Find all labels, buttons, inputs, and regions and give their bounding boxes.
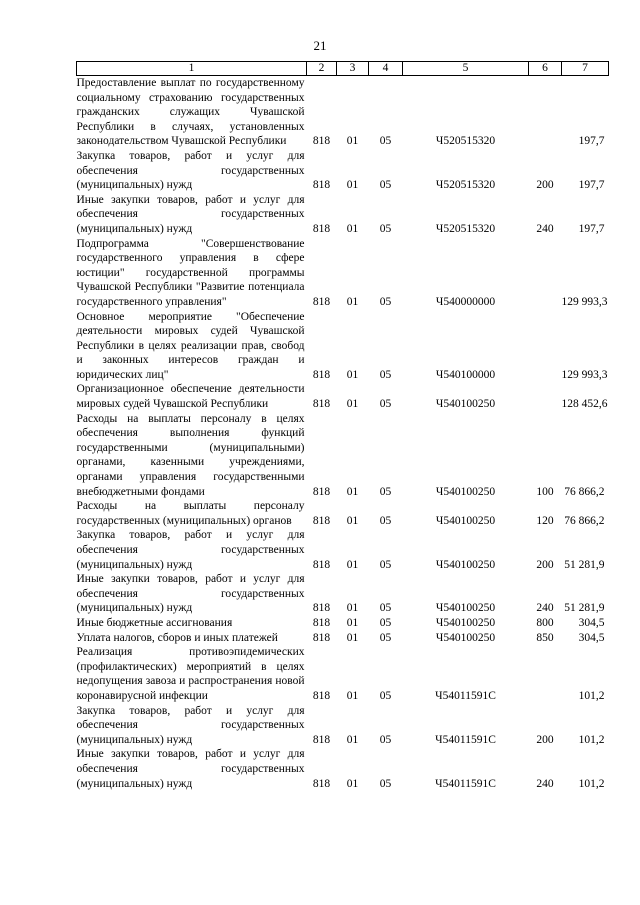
cell-subsection: 05	[379, 631, 392, 644]
column-header: 7	[562, 62, 609, 76]
cell-expense-type: 240	[536, 602, 554, 615]
table-row	[77, 631, 609, 646]
row-name: Расходы на выплаты персоналу в целях обеспечения выполнения функций государственными (муниципальными) органами, казенными учреждениями, органами управления государственными внебюджетными фондами	[76, 412, 305, 498]
cell-target-code: Ч540100250	[435, 558, 496, 571]
cell-section: 01	[346, 602, 359, 615]
table-row	[77, 704, 609, 748]
row-name: Закупка товаров, работ и услуг для обеспечения государственных (муниципальных) нужд	[76, 704, 305, 746]
budget-table	[76, 61, 609, 791]
row-name: Реализация противоэпидемических (профилактических) мероприятий в целях недопущения завоза и распространения новой коронавирусной инфекции	[76, 646, 305, 702]
cell-ministry: 818	[312, 398, 331, 411]
cell-subsection: 05	[379, 295, 392, 308]
cell-section: 01	[346, 558, 359, 571]
cell-expense-type: 200	[536, 179, 554, 192]
cell-subsection: 05	[379, 689, 392, 702]
table-row	[77, 237, 609, 310]
cell-subsection: 05	[379, 733, 392, 746]
cell-expense-type	[529, 237, 562, 310]
column-header: 3	[337, 62, 369, 76]
cell-amount: 76 866,2	[564, 485, 605, 498]
cell-amount: 197,7	[578, 179, 605, 192]
cell-expense-type: 200	[536, 733, 554, 746]
cell-expense-type	[529, 310, 562, 383]
row-name: Организационное обеспечение деятельности мировых судей Чувашской Республики	[76, 383, 305, 411]
cell-ministry: 818	[312, 733, 331, 746]
cell-target-code: Ч540100250	[435, 631, 496, 644]
table-row	[77, 149, 609, 193]
column-header: 4	[369, 62, 403, 76]
cell-amount: 51 281,9	[564, 558, 605, 571]
cell-ministry: 818	[312, 222, 331, 235]
cell-target-code: Ч54011591С	[435, 777, 496, 790]
cell-ministry: 818	[312, 179, 331, 192]
cell-subsection: 05	[379, 616, 392, 629]
cell-target-code: Ч540000000	[435, 295, 496, 308]
cell-ministry: 818	[312, 777, 331, 790]
cell-ministry: 818	[312, 631, 331, 644]
cell-section: 01	[346, 777, 359, 790]
row-name: Закупка товаров, работ и услуг для обеспечения государственных (муниципальных) нужд	[76, 149, 305, 192]
cell-section: 01	[346, 368, 359, 381]
cell-amount: 101,2	[578, 733, 605, 746]
row-name: Уплата налогов, сборов и иных платежей	[76, 631, 278, 644]
cell-ministry: 818	[312, 558, 331, 571]
cell-amount: 51 281,9	[564, 602, 605, 615]
row-name: Иные закупки товаров, работ и услуг для обеспечения государственных (муниципальных) нужд	[76, 748, 305, 790]
cell-subsection: 05	[379, 602, 392, 615]
table-row	[77, 528, 609, 572]
cell-expense-type: 240	[536, 222, 554, 235]
cell-amount: 128 452,6	[561, 398, 608, 411]
cell-amount: 76 866,2	[564, 514, 605, 527]
cell-section: 01	[346, 689, 359, 702]
cell-subsection: 05	[379, 179, 392, 192]
column-header: 2	[307, 62, 337, 76]
column-header: 6	[529, 62, 562, 76]
row-name: Иные закупки товаров, работ и услуг для обеспечения государственных (муниципальных) нужд	[76, 573, 305, 615]
cell-amount: 101,2	[578, 689, 605, 702]
cell-amount: 129 993,3	[561, 368, 608, 381]
header-row	[77, 62, 609, 76]
table-row	[77, 412, 609, 500]
cell-section: 01	[346, 179, 359, 192]
cell-subsection: 05	[379, 368, 392, 381]
cell-amount: 101,2	[578, 777, 605, 790]
cell-expense-type: 120	[536, 514, 554, 527]
cell-subsection: 05	[379, 398, 392, 411]
cell-expense-type: 240	[536, 777, 554, 790]
table-row	[77, 747, 609, 791]
cell-expense-type	[529, 645, 562, 703]
row-name: Основное мероприятие "Обеспечение деятельности мировых судей Чувашской Республики в целях реализации прав, свобод и законных интересов граждан и юридических лиц"	[76, 310, 305, 381]
cell-section: 01	[346, 514, 359, 527]
page-number: 21	[313, 38, 327, 53]
cell-amount: 197,7	[578, 222, 605, 235]
cell-amount: 304,5	[578, 616, 605, 629]
cell-ministry: 818	[312, 616, 331, 629]
row-name: Расходы на выплаты персоналу государственных (муниципальных) органов	[76, 500, 305, 527]
cell-section: 01	[346, 485, 359, 498]
cell-expense-type: 800	[536, 616, 554, 629]
cell-target-code: Ч540100250	[435, 602, 496, 615]
table-row	[77, 193, 609, 237]
table-row	[77, 572, 609, 616]
cell-target-code: Ч540100250	[435, 514, 496, 527]
cell-section: 01	[346, 616, 359, 629]
row-name: Иные закупки товаров, работ и услуг для обеспечения государственных (муниципальных) нужд	[76, 193, 305, 235]
cell-amount: 304,5	[578, 631, 605, 644]
column-header: 5	[403, 62, 529, 76]
cell-section: 01	[346, 135, 359, 148]
table-row	[77, 499, 609, 528]
cell-ministry: 818	[312, 135, 331, 148]
cell-ministry: 818	[312, 689, 331, 702]
cell-expense-type: 200	[536, 558, 554, 571]
cell-amount: 197,7	[578, 135, 605, 148]
cell-subsection: 05	[379, 777, 392, 790]
cell-subsection: 05	[379, 514, 392, 527]
cell-section: 01	[346, 733, 359, 746]
cell-section: 01	[346, 631, 359, 644]
table-row	[77, 382, 609, 411]
cell-amount: 129 993,3	[561, 295, 608, 308]
table-row	[77, 645, 609, 703]
table-row	[77, 310, 609, 383]
column-header: 1	[77, 62, 307, 76]
row-name: Иные бюджетные ассигнования	[76, 616, 233, 629]
cell-target-code: Ч540100000	[435, 368, 496, 381]
cell-expense-type	[529, 382, 562, 411]
cell-expense-type	[529, 76, 562, 149]
cell-target-code: Ч540100250	[435, 616, 496, 629]
cell-section: 01	[346, 222, 359, 235]
table-row	[77, 76, 609, 149]
cell-target-code: Ч540100250	[435, 485, 496, 498]
cell-section: 01	[346, 398, 359, 411]
table-row	[77, 616, 609, 631]
cell-section: 01	[346, 295, 359, 308]
cell-ministry: 818	[312, 514, 331, 527]
cell-target-code: Ч520515320	[435, 135, 496, 148]
cell-expense-type: 850	[536, 631, 554, 644]
cell-target-code: Ч540100250	[435, 398, 496, 411]
cell-ministry: 818	[312, 602, 331, 615]
cell-target-code: Ч520515320	[435, 179, 496, 192]
row-name: Закупка товаров, работ и услуг для обеспечения государственных (муниципальных) нужд	[76, 529, 305, 571]
cell-ministry: 818	[312, 295, 331, 308]
cell-ministry: 818	[312, 485, 331, 498]
cell-subsection: 05	[379, 485, 392, 498]
cell-ministry: 818	[312, 368, 331, 381]
cell-target-code: Ч520515320	[435, 222, 496, 235]
cell-target-code: Ч54011591С	[435, 689, 496, 702]
cell-subsection: 05	[379, 135, 392, 148]
cell-subsection: 05	[379, 222, 392, 235]
cell-expense-type: 100	[536, 485, 554, 498]
cell-subsection: 05	[379, 558, 392, 571]
cell-target-code: Ч54011591С	[435, 733, 496, 746]
row-name: Предоставление выплат по государственному социальному страхованию государственных гражданских служащих Чувашской Республики в случаях, установленных законодательством Чувашской Республики	[76, 77, 305, 148]
row-name: Подпрограмма "Совершенствование государственного управления в сфере юстиции" государственной программы Чувашской Республики "Развитие потенциала государственного управления"	[76, 237, 305, 308]
